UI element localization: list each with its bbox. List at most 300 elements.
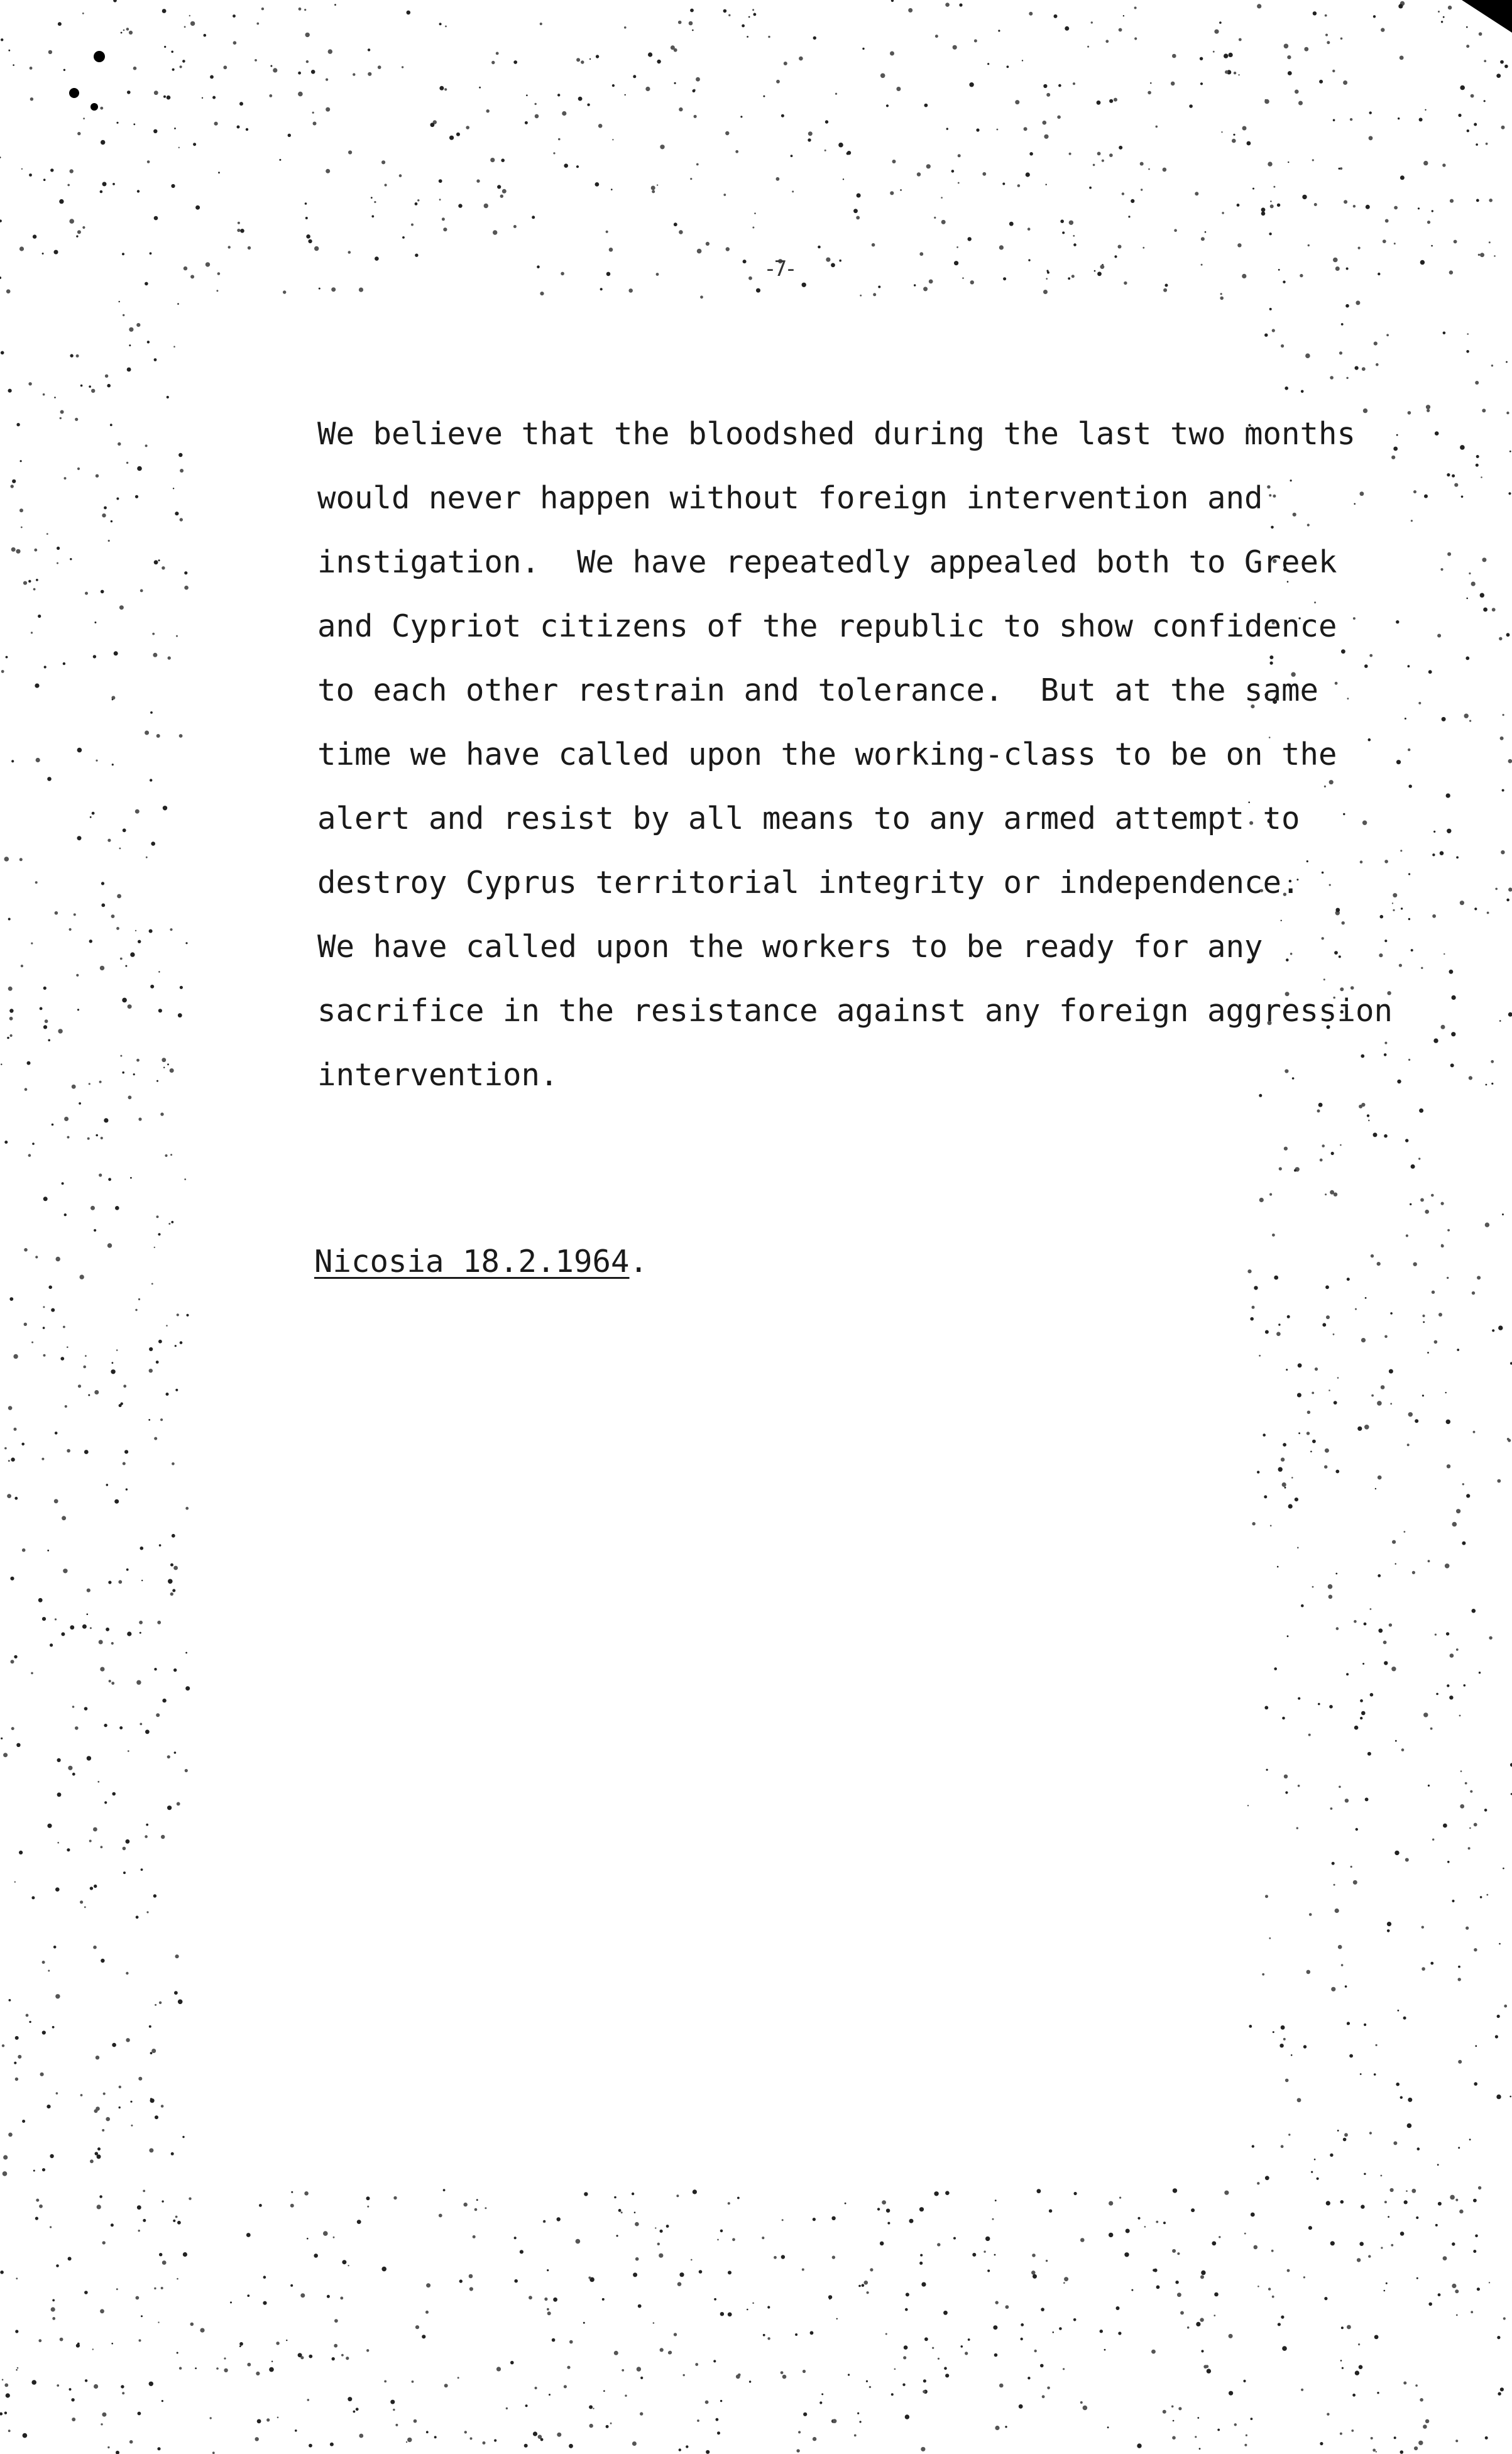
speckle-dot — [114, 651, 118, 655]
speckle-dot — [756, 288, 760, 293]
speckle-dot — [610, 2423, 612, 2424]
speckle-dot — [474, 2208, 478, 2211]
speckle-dot — [659, 2254, 663, 2258]
speckle-dot — [514, 2237, 517, 2239]
speckle-dot — [8, 50, 10, 52]
speckle-dot — [903, 2356, 906, 2359]
speckle-dot — [309, 2444, 312, 2448]
speckle-dot — [1443, 1824, 1447, 1828]
speckle-dot — [1497, 2336, 1500, 2339]
speckle-dot — [11, 547, 16, 552]
speckle-dot — [1465, 1782, 1467, 1785]
speckle-dot — [776, 80, 780, 84]
speckle-dot — [781, 2255, 785, 2259]
speckle-dot — [1, 1064, 2, 1065]
speckle-dot — [96, 2106, 100, 2111]
speckle-dot — [143, 2219, 146, 2222]
speckle-dot — [63, 662, 65, 665]
speckle-dot — [677, 2282, 682, 2286]
speckle-dot — [862, 48, 864, 50]
speckle-dot — [1201, 2350, 1203, 2352]
speckle-dot — [802, 283, 806, 287]
speckle-dot — [1374, 342, 1378, 346]
speckle-dot — [1087, 46, 1089, 48]
speckle-dot — [676, 2194, 679, 2197]
speckle-dot — [1301, 390, 1304, 393]
speckle-dot — [1400, 56, 1404, 60]
speckle-dot — [255, 2437, 259, 2441]
speckle-dot — [923, 287, 928, 291]
speckle-dot — [564, 2385, 567, 2388]
speckle-dot — [826, 258, 830, 262]
speckle-dot — [179, 734, 183, 738]
speckle-dot — [311, 70, 315, 74]
speckle-dot — [154, 358, 157, 361]
speckle-dot — [1141, 189, 1142, 190]
speckle-dot — [217, 272, 221, 275]
speckle-dot — [42, 1961, 45, 1964]
speckle-dot — [162, 1058, 166, 1062]
speckle-dot — [100, 1667, 104, 1672]
speckle-dot — [111, 2343, 113, 2345]
speckle-dot — [442, 217, 445, 221]
speckle-dot — [295, 2429, 297, 2432]
speckle-dot — [11, 485, 14, 488]
speckle-dot — [85, 1355, 87, 1357]
speckle-dot — [668, 2351, 671, 2354]
speckle-dot — [165, 1154, 167, 1157]
speckle-dot — [1053, 2331, 1055, 2333]
speckle-dot — [43, 1327, 45, 1329]
speckle-dot — [1005, 2305, 1009, 2309]
speckle-dot — [133, 1073, 135, 1075]
speckle-dot — [728, 2202, 730, 2205]
speckle-dot — [1334, 1884, 1335, 1886]
speckle-dot — [1266, 1769, 1268, 1771]
speckle-dot — [1452, 1900, 1454, 1902]
speckle-dot — [1262, 1973, 1264, 1976]
speckle-dot — [832, 2255, 835, 2259]
speckle-dot — [70, 169, 74, 173]
speckle-dot — [1500, 60, 1504, 64]
speckle-dot — [510, 2361, 514, 2365]
speckle-dot — [716, 2418, 719, 2421]
speckle-dot — [4, 857, 9, 862]
speckle-dot — [1364, 1623, 1367, 1626]
speckle-dot — [633, 75, 636, 78]
speckle-dot — [1043, 290, 1048, 294]
speckle-dot — [982, 172, 986, 176]
speckle-dot — [847, 151, 851, 155]
speckle-dot — [104, 507, 107, 510]
speckle-dot — [83, 1366, 86, 1369]
speckle-dot — [867, 2291, 869, 2294]
speckle-dot — [115, 1206, 119, 1210]
speckle-dot — [880, 2242, 884, 2246]
speckle-dot — [63, 69, 65, 71]
speckle-dot — [924, 104, 928, 107]
speckle-dot — [917, 172, 921, 176]
speckle-dot — [70, 1625, 74, 1630]
speckle-dot — [415, 254, 418, 257]
speckle-dot — [74, 913, 76, 916]
speckle-dot — [1431, 245, 1433, 247]
speckle-dot — [439, 86, 444, 90]
speckle-dot — [143, 2190, 145, 2193]
speckle-dot — [178, 147, 180, 148]
speckle-dot — [3, 2171, 8, 2176]
speckle-dot — [116, 122, 118, 124]
speckle-dot — [84, 1906, 86, 1908]
speckle-dot — [228, 246, 231, 248]
speckle-dot — [368, 48, 370, 51]
speckle-dot — [120, 958, 123, 960]
speckle-dot — [762, 2237, 764, 2239]
speckle-dot — [313, 122, 317, 126]
speckle-dot — [959, 3, 962, 6]
speckle-dot — [1485, 2436, 1488, 2440]
speckle-dot — [111, 2223, 114, 2227]
speckle-dot — [269, 2367, 274, 2372]
paragraph-line: and Cypriot citizens of the republic to show confidence — [317, 608, 1337, 644]
speckle-dot — [261, 8, 264, 10]
speckle-dot — [233, 41, 237, 45]
speckle-dot — [223, 65, 227, 69]
speckle-dot — [68, 2257, 72, 2260]
speckle-dot — [919, 252, 923, 256]
speckle-dot — [995, 2301, 999, 2304]
speckle-dot — [356, 2407, 359, 2411]
body-paragraph — [317, 402, 1449, 1107]
speckle-dot — [45, 1019, 48, 1023]
speckle-dot — [1295, 90, 1299, 94]
speckle-dot — [1343, 2138, 1347, 2142]
speckle-dot — [1428, 2303, 1432, 2306]
speckle-dot — [92, 2348, 94, 2350]
speckle-dot — [72, 2418, 75, 2421]
speckle-dot — [1378, 1628, 1383, 1633]
speckle-dot — [821, 2393, 823, 2395]
speckle-dot — [1400, 2450, 1404, 2454]
speckle-dot — [123, 1847, 126, 1851]
speckle-dot — [43, 987, 47, 990]
speckle-dot — [1358, 2343, 1360, 2345]
speckle-dot — [985, 2237, 990, 2241]
speckle-dot — [162, 2400, 163, 2402]
speckle-dot — [141, 1580, 143, 1581]
speckle-dot — [1449, 970, 1454, 974]
speckle-dot — [184, 1178, 186, 1180]
speckle-dot — [102, 182, 107, 186]
speckle-dot — [112, 183, 115, 185]
speckle-dot — [1361, 1338, 1366, 1342]
speckle-dot — [854, 2435, 857, 2437]
speckle-dot — [168, 656, 171, 659]
speckle-dot — [100, 966, 104, 970]
speckle-dot — [795, 2333, 797, 2336]
paragraph-line: We have called upon the workers to be ready for any — [317, 929, 1263, 965]
speckle-dot — [38, 615, 41, 618]
speckle-dot — [1264, 99, 1269, 104]
speckle-dot — [1418, 1158, 1420, 1159]
speckle-dot — [937, 2243, 940, 2246]
speckle-dot — [905, 2308, 908, 2311]
speckle-dot — [1284, 1775, 1288, 1778]
speckle-dot — [1487, 912, 1489, 914]
speckle-dot — [1346, 377, 1348, 379]
speckle-dot — [1093, 164, 1095, 167]
speckle-dot — [52, 2026, 55, 2029]
speckle-dot — [334, 2319, 338, 2323]
speckle-dot — [1413, 1263, 1417, 1266]
speckle-dot — [1467, 333, 1469, 335]
speckle-dot — [1311, 2171, 1313, 2173]
speckle-dot — [368, 72, 371, 76]
speckle-dot — [532, 216, 535, 219]
speckle-dot — [180, 518, 183, 521]
paragraph-line: instigation. We have repeatedly appealed both to Greek — [317, 544, 1337, 580]
speckle-dot — [1351, 2429, 1354, 2432]
speckle-dot — [1482, 557, 1486, 562]
speckle-dot — [1065, 26, 1069, 31]
speckle-dot — [62, 1516, 66, 1520]
speckle-dot — [486, 109, 490, 112]
ink-blot — [69, 88, 79, 98]
speckle-dot — [123, 1384, 126, 1388]
speckle-dot — [163, 806, 167, 810]
speckle-dot — [56, 2092, 58, 2095]
speckle-dot — [1478, 2186, 1481, 2189]
speckle-dot — [108, 1178, 111, 1181]
speckle-dot — [147, 341, 150, 343]
speckle-dot — [747, 36, 748, 38]
speckle-dot — [112, 764, 114, 765]
speckle-dot — [584, 2192, 588, 2196]
speckle-dot — [737, 2197, 740, 2199]
speckle-dot — [1178, 2407, 1181, 2410]
speckle-dot — [923, 2285, 924, 2286]
speckle-dot — [621, 2211, 623, 2213]
speckle-dot — [113, 0, 117, 3]
speckle-dot — [1197, 2417, 1199, 2419]
speckle-dot — [185, 1686, 190, 1690]
speckle-dot — [149, 2025, 151, 2028]
speckle-dot — [146, 1911, 148, 1913]
speckle-dot — [1394, 243, 1396, 244]
speckle-dot — [136, 1680, 141, 1685]
speckle-dot — [1291, 1477, 1293, 1479]
speckle-dot — [133, 67, 137, 70]
speckle-dot — [31, 1896, 35, 1899]
speckle-dot — [312, 112, 314, 114]
speckle-dot — [1381, 2247, 1383, 2249]
speckle-dot — [1116, 2306, 1120, 2310]
speckle-dot — [28, 382, 31, 385]
speckle-dot — [28, 580, 31, 583]
speckle-dot — [1339, 351, 1342, 354]
speckle-dot — [1428, 1560, 1430, 1562]
speckle-dot — [1474, 1948, 1477, 1951]
speckle-dot — [1322, 1144, 1325, 1148]
speckle-dot — [1455, 2199, 1458, 2201]
speckle-dot — [1069, 153, 1071, 155]
speckle-dot — [1298, 101, 1303, 106]
speckle-dot — [1278, 269, 1280, 271]
speckle-dot — [1173, 2188, 1177, 2193]
speckle-dot — [589, 58, 591, 60]
speckle-dot — [1405, 1139, 1408, 1142]
speckle-dot — [735, 150, 738, 153]
speckle-dot — [493, 230, 497, 234]
speckle-dot — [60, 1357, 64, 1361]
speckle-dot — [1396, 2083, 1400, 2086]
speckle-dot — [1339, 1786, 1341, 1788]
speckle-dot — [1378, 1263, 1379, 1265]
speckle-dot — [150, 985, 154, 989]
speckle-dot — [72, 1773, 75, 1776]
speckle-dot — [13, 1354, 18, 1359]
speckle-dot — [1073, 2318, 1076, 2321]
speckle-dot — [340, 2297, 343, 2300]
speckle-dot — [1134, 7, 1137, 9]
speckle-dot — [929, 280, 933, 284]
speckle-dot — [439, 199, 441, 200]
speckle-dot — [1118, 245, 1122, 249]
speckle-dot — [1458, 2060, 1462, 2064]
speckle-dot — [13, 64, 14, 66]
speckle-dot — [38, 1598, 43, 1602]
speckle-dot — [1499, 637, 1502, 640]
speckle-dot — [1491, 1083, 1493, 1085]
speckle-dot — [138, 2412, 141, 2416]
speckle-dot — [1195, 2436, 1197, 2438]
speckle-dot — [1285, 2079, 1289, 2083]
speckle-dot — [305, 202, 307, 205]
speckle-dot — [1325, 34, 1328, 36]
speckle-dot — [414, 2420, 417, 2423]
speckle-dot — [92, 812, 95, 815]
speckle-dot — [111, 914, 115, 918]
speckle-dot — [1477, 1276, 1481, 1279]
speckle-dot — [1281, 1457, 1285, 1461]
speckle-dot — [29, 173, 32, 177]
speckle-dot — [803, 2370, 806, 2373]
speckle-dot — [935, 35, 938, 38]
speckle-dot — [1500, 737, 1504, 740]
speckle-dot — [69, 928, 72, 931]
speckle-dot — [1312, 159, 1314, 161]
speckle-dot — [33, 588, 36, 591]
speckle-dot — [415, 202, 418, 205]
speckle-dot — [308, 239, 312, 243]
speckle-dot — [540, 292, 544, 295]
speckle-dot — [1469, 720, 1471, 722]
speckle-dot — [1073, 243, 1076, 246]
speckle-dot — [1422, 1394, 1424, 1396]
speckle-dot — [1368, 2255, 1371, 2257]
speckle-dot — [501, 158, 505, 162]
speckle-dot — [184, 571, 187, 574]
speckle-dot — [415, 2325, 419, 2329]
speckle-dot — [1491, 1060, 1494, 1063]
speckle-dot — [1386, 334, 1389, 336]
speckle-dot — [393, 2409, 395, 2411]
speckle-dot — [1282, 1482, 1286, 1487]
speckle-dot — [90, 1206, 95, 1210]
speckle-dot — [987, 2270, 990, 2272]
speckle-dot — [326, 169, 330, 173]
speckle-dot — [1340, 2433, 1342, 2435]
speckle-dot — [76, 974, 79, 977]
speckle-dot — [1201, 237, 1205, 241]
speckle-dot — [598, 124, 603, 128]
speckle-dot — [1496, 74, 1501, 78]
speckle-dot — [174, 128, 176, 129]
speckle-dot — [270, 65, 272, 67]
speckle-dot — [1378, 273, 1380, 275]
speckle-dot — [185, 1652, 187, 1654]
speckle-dot — [818, 246, 821, 249]
speckle-dot — [651, 186, 655, 190]
speckle-dot — [1374, 2073, 1376, 2076]
speckle-dot — [57, 1792, 62, 1797]
speckle-dot — [723, 9, 727, 13]
speckle-dot — [306, 234, 310, 239]
speckle-dot — [490, 158, 495, 162]
speckle-dot — [1400, 2096, 1403, 2099]
speckle-dot — [1499, 1943, 1501, 1945]
speckle-dot — [1365, 1297, 1367, 1299]
speckle-dot — [1242, 274, 1246, 278]
speckle-dot — [1118, 2331, 1121, 2335]
speckle-dot — [1200, 82, 1203, 85]
speckle-dot — [190, 2323, 194, 2326]
speckle-dot — [1250, 1317, 1254, 1321]
speckle-dot — [1259, 1198, 1264, 1202]
speckle-dot — [1361, 1711, 1366, 1716]
speckle-dot — [239, 102, 243, 106]
speckle-dot — [1335, 266, 1340, 271]
speckle-dot — [866, 2380, 868, 2382]
speckle-dot — [1097, 271, 1102, 276]
speckle-dot — [1247, 141, 1251, 146]
speckle-dot — [34, 549, 37, 552]
speckle-dot — [1200, 57, 1203, 60]
speckle-dot — [70, 558, 72, 560]
speckle-dot — [1040, 2364, 1044, 2368]
speckle-dot — [353, 73, 355, 75]
speckle-dot — [159, 2253, 162, 2256]
speckle-dot — [1360, 1717, 1362, 1719]
speckle-dot — [1015, 100, 1019, 104]
speckle-dot — [956, 246, 958, 248]
speckle-dot — [10, 1034, 13, 1037]
speckle-dot — [1172, 2249, 1176, 2253]
speckle-dot — [33, 234, 36, 238]
speckle-dot — [1232, 139, 1236, 143]
speckle-dot — [273, 68, 277, 72]
speckle-dot — [1310, 1451, 1312, 1453]
speckle-dot — [149, 2382, 153, 2386]
paragraph-line: destroy Cyprus territorial integrity or independence. — [317, 865, 1300, 901]
speckle-dot — [151, 2049, 156, 2053]
speckle-dot — [696, 77, 700, 82]
speckle-dot — [717, 2239, 719, 2241]
speckle-dot — [946, 128, 948, 129]
speckle-dot — [378, 65, 381, 69]
speckle-dot — [186, 1314, 189, 1317]
speckle-dot — [119, 301, 120, 302]
